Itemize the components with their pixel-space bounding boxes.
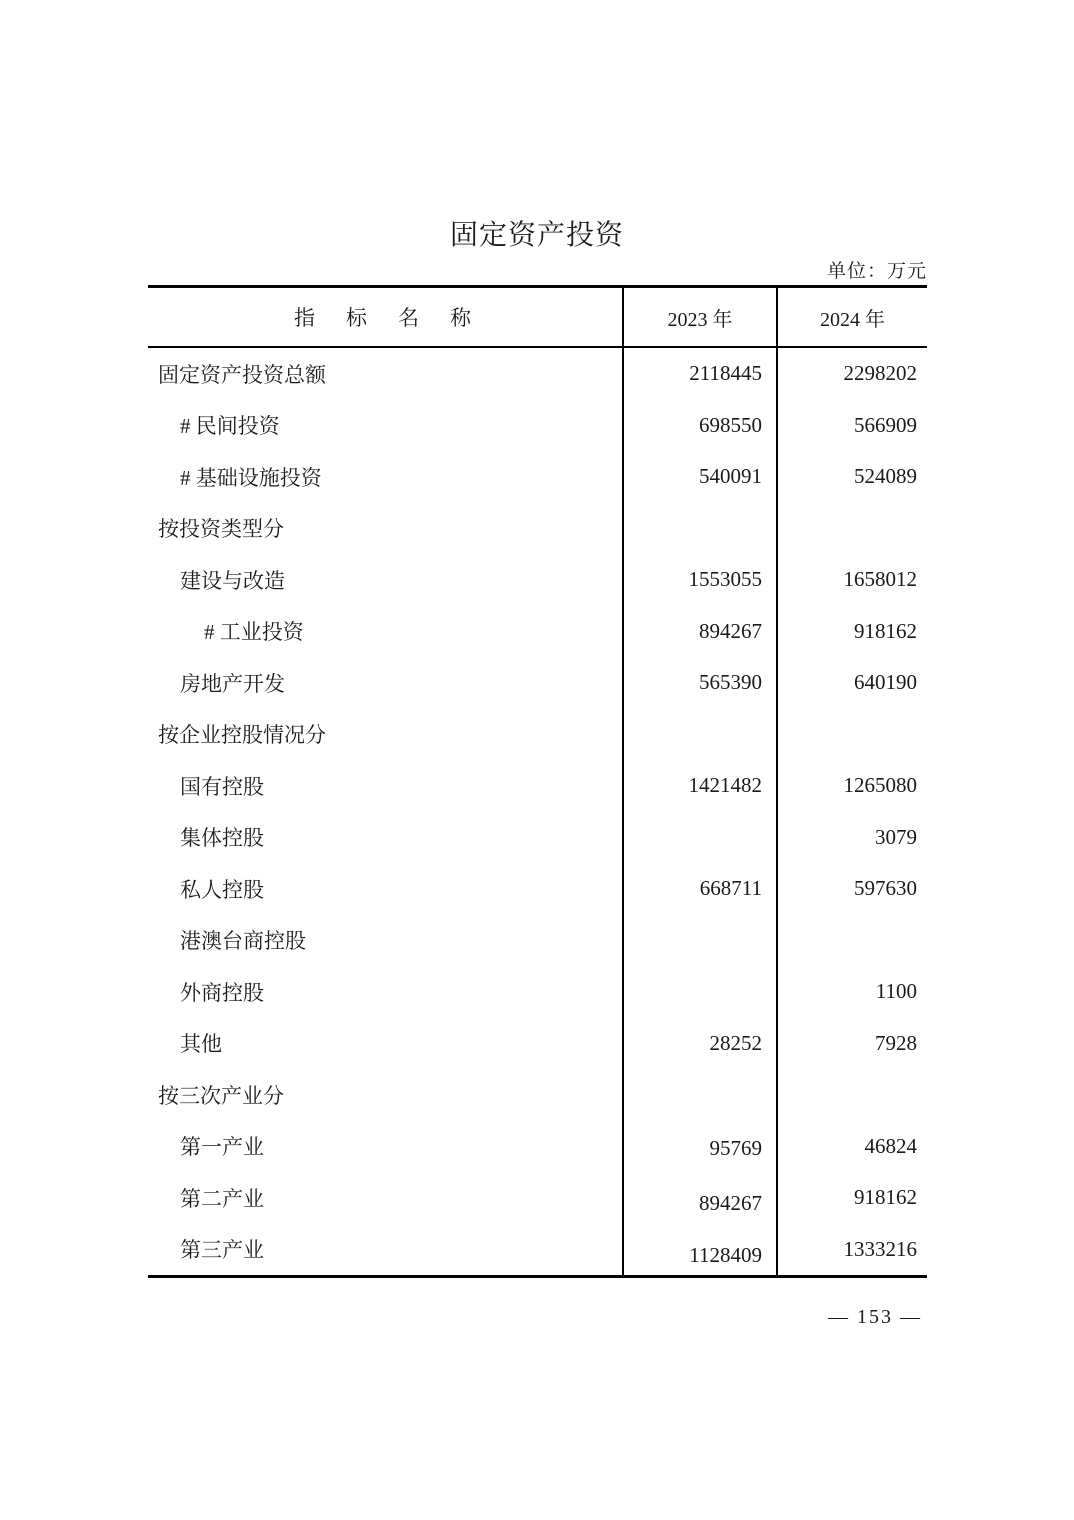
- value-2024-cell: 597630: [777, 863, 927, 915]
- value-2024-cell: 1265080: [777, 760, 927, 812]
- value-2023-cell: 1421482: [623, 760, 777, 812]
- table-row: [148, 606, 927, 658]
- value-2023-cell: 95769: [623, 1123, 777, 1175]
- value-2024-cell: 7928: [777, 1018, 927, 1070]
- indicator-name-cell: # 基础设施投资: [180, 465, 322, 490]
- value-2023-cell: [623, 812, 777, 864]
- column-header-2024: 2024 年: [777, 287, 927, 348]
- page-title: 固定资产投资: [449, 220, 624, 251]
- indicator-name-cell: 其他: [180, 1032, 222, 1057]
- table-row: [148, 812, 927, 864]
- indicator-name-cell: 固定资产投资总额: [158, 362, 326, 387]
- value-2023-cell: 894267: [623, 1178, 777, 1230]
- indicator-name-cell: 房地产开发: [180, 671, 285, 696]
- indicator-name-cell: # 工业投资: [204, 620, 304, 645]
- indicator-name-cell: 外商控股: [180, 980, 264, 1005]
- value-2023-cell: [623, 1069, 777, 1121]
- table-row: [148, 1018, 927, 1070]
- fixed-asset-investment-table: [148, 285, 927, 1278]
- table-row: [148, 1069, 927, 1121]
- table-row: [148, 1224, 927, 1277]
- table-row: [148, 554, 927, 606]
- table-row: [148, 915, 927, 967]
- value-2023-cell: [623, 503, 777, 555]
- value-2023-cell: 1128409: [623, 1230, 777, 1283]
- table-row: [148, 657, 927, 709]
- table-body: [148, 347, 927, 1277]
- indicator-name-cell: 港澳台商控股: [180, 929, 306, 954]
- value-2024-cell: 2298202: [777, 347, 927, 400]
- value-2023-cell: 894267: [623, 606, 777, 658]
- page-number: — 153 —: [828, 1306, 922, 1328]
- column-header-indicator-name: 指 标 名 称: [148, 287, 623, 348]
- table-row: [148, 347, 927, 400]
- table-row: [148, 709, 927, 761]
- value-2024-cell: [777, 915, 927, 967]
- value-2023-cell: 540091: [623, 451, 777, 503]
- value-2024-cell: 3079: [777, 812, 927, 864]
- indicator-name-cell: 私人控股: [180, 877, 264, 902]
- indicator-name-cell: 第三产业: [180, 1238, 264, 1263]
- table-row: [148, 966, 927, 1018]
- table-row: [148, 503, 927, 555]
- table-row: [148, 400, 927, 452]
- indicator-name-cell: 按三次产业分: [158, 1083, 284, 1108]
- value-2024-cell: 1100: [777, 966, 927, 1018]
- table-row: [148, 760, 927, 812]
- indicator-name-cell: # 民间投资: [180, 414, 280, 439]
- value-2024-cell: [777, 709, 927, 761]
- value-2024-cell: 918162: [777, 1172, 927, 1224]
- value-2024-cell: 524089: [777, 451, 927, 503]
- value-2024-cell: [777, 1069, 927, 1121]
- value-2024-cell: 46824: [777, 1121, 927, 1173]
- value-2024-cell: 918162: [777, 606, 927, 658]
- value-2024-cell: 640190: [777, 657, 927, 709]
- indicator-name-cell: 集体控股: [180, 826, 264, 851]
- table-header-row: [148, 287, 927, 348]
- value-2023-cell: 565390: [623, 657, 777, 709]
- value-2023-cell: 698550: [623, 400, 777, 452]
- value-2023-cell: [623, 709, 777, 761]
- indicator-name-cell: 按企业控股情况分: [158, 723, 326, 748]
- indicator-name-cell: 建设与改造: [180, 568, 285, 593]
- table-row: [148, 863, 927, 915]
- unit-note: 单位：万元: [826, 261, 927, 282]
- table-row: [148, 1172, 927, 1224]
- indicator-name-cell: 第一产业: [180, 1135, 264, 1160]
- value-2023-cell: 28252: [623, 1018, 777, 1070]
- value-2023-cell: 2118445: [623, 347, 777, 400]
- value-2023-cell: 1553055: [623, 554, 777, 606]
- value-2023-cell: [623, 915, 777, 967]
- value-2024-cell: [777, 503, 927, 555]
- value-2023-cell: [623, 966, 777, 1018]
- table-row: [148, 1121, 927, 1173]
- indicator-name-cell: 国有控股: [180, 774, 264, 799]
- value-2024-cell: 1658012: [777, 554, 927, 606]
- table-row: [148, 451, 927, 503]
- column-header-2023: 2023 年: [623, 287, 777, 348]
- value-2024-cell: 566909: [777, 400, 927, 452]
- value-2023-cell: 668711: [623, 863, 777, 915]
- value-2024-cell: 1333216: [777, 1224, 927, 1277]
- indicator-name-cell: 第二产业: [180, 1186, 264, 1211]
- indicator-name-cell: 按投资类型分: [158, 517, 284, 542]
